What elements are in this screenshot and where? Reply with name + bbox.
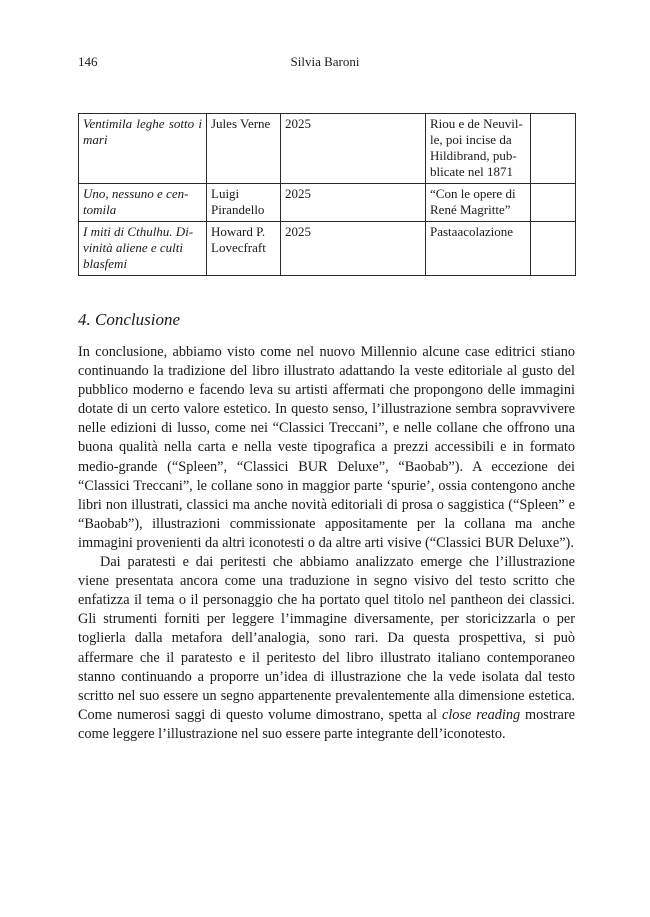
table-cell-illustrations: Riou e de Neuvil- le, poi incise da Hildibrand, pub- blicate nel 1871 (426, 114, 531, 184)
table-cell-year: 2025 (281, 222, 426, 276)
table-cell-title: I miti di Cthulhu. Di- vinità aliene e culti blasfemi (79, 222, 207, 276)
table-cell-title: Ventimila leghe sotto i mari (79, 114, 207, 184)
table-cell-author: Jules Verne (207, 114, 281, 184)
running-head-author: Silvia Baroni (290, 54, 360, 69)
paragraph (78, 553, 575, 744)
table-cell-empty (531, 114, 576, 184)
page-number: 146 (78, 54, 98, 69)
table-cell-empty (531, 222, 576, 276)
paragraph-text: Dai paratesti e dai peritesti che abbiamo analizzato emerge che l’illustrazione viene presentata ancora come una traduzione in segno visivo del testo scritto che enfatizza il tema o il personaggio che ha portato quel titolo nel pantheon dei classici. Gli strumenti forniti per leggere l’immagine diversamente, per storicizzarla o per toglierla dalla metafora dell’analogia, sono rari. Da questa prospettiva, si può affermare che il paratesto e il peritesto del libro illustrato italiano contemporaneo stanno continuando a proporre un’idea di illustrazione che la vede isolata dal testo scritto nel suo essere un segno appartenente prevalentemente alla dimensione estetica. Come numerosi saggi di questo volume dimostrano, spetta al (78, 554, 575, 723)
table-cell-illustrations: “Con le opere di René Magritte” (426, 184, 531, 222)
illustrated-editions-table (78, 113, 576, 276)
table-row (79, 222, 576, 276)
table-row (79, 114, 576, 184)
table-cell-author: Luigi Pirandello (207, 184, 281, 222)
paragraph: In conclusione, abbiamo visto come nel nuovo Millennio alcune case editrici stiano continuando la tradizione del libro illustrato adattando la veste editoriale al gusto del pubblico moderno e facendo leva su artisti affermati che propongono delle immagini dotate di un certo valore estetico. In questo senso, l’illustrazione sembra sopravvivere nelle edizioni di lusso, come nei “Classici Treccani”, e nelle collane che offrono una buona qualità nella carta e nella veste tipografica a prezzi accessibili e in formato medio-grande (“Spleen”, “Classici BUR Deluxe”, “Baobab”). A eccezione dei “Classici Treccani”, le collane sono in maggior parte ‘spurie’, ossia contengono anche libri non illustrati, classici ma anche novità editoriali di prosa o saggistica (“Spleen” e “Baobab”), illustrazioni commissionate appositamente per la collana ma anche immagini provenienti da altri iconotesti o da altre arti visive (“Classici BUR Deluxe”). (78, 344, 575, 551)
section-heading: 4. Conclusione (78, 310, 180, 329)
table-row (79, 184, 576, 222)
table-cell-author: Howard P. Lovecfraft (207, 222, 281, 276)
table-cell-empty (531, 184, 576, 222)
table-cell-title: Uno, nessuno e cen- tomila (79, 184, 207, 222)
table-cell-year: 2025 (281, 184, 426, 222)
section-body (78, 343, 575, 744)
emphasis-text: close reading (441, 706, 521, 723)
table-cell-illustrations: Pastaacolazione (426, 222, 531, 276)
table-cell-year: 2025 (281, 114, 426, 184)
paragraph-text: mostrare come leggere l’illustrazione nel suo essere parte integrante dell’iconotesto. (78, 706, 576, 742)
